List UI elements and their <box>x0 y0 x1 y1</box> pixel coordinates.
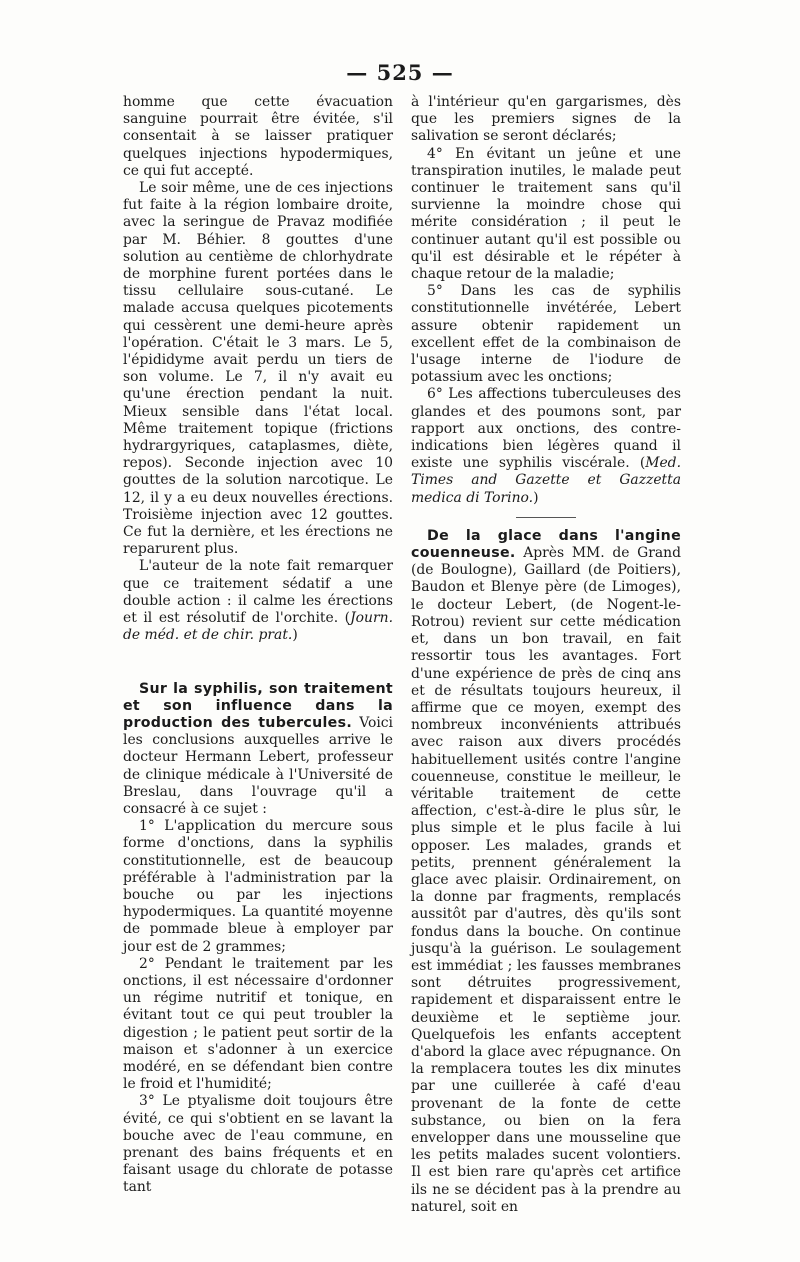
page-number: — 525 — <box>346 60 454 85</box>
paragraph: Le soir même, une de ces injections fut faite à la région lombaire droite, avec la seringue de Pravaz modifiée par M. Béhier. 8 gouttes d'une solution au centième de chlorhydrate de morphine furent portées dans le tissu cellulaire sous-cutané. Le malade accusa quelques picotements qui cessèrent une demi-heure après l'opération. C'était le 3 mars. Le 5, l'épididyme avait perdu un tiers de son volume. Le 7, il n'y avait eu qu'une érection pendant la nuit. Mieux sensible dans l'état local. Même traitement topique (frictions hydrargyriques, cataplasmes, diète, repos). Seconde injection avec 10 gouttes de la solution narcotique. Le 12, il y a eu deux nouvelles érections. Troisième injection avec 12 gouttes. Ce fut la dernière, et les érections ne reparurent plus. <box>123 180 393 558</box>
article-text: Après MM. de Grand (de Boulogne), Gaillard (de Poitiers), Baudon et Blenye père (de Limoges), le docteur Lebert, (de Nogent-le-Rotrou) revient sur cette médication et, dans un bon travail, en fait ressortir tous les avantages. Fort d'une expérience de près de cinq ans et de résultats toujours heureux, il affirme que ce moyen, exempt des nombreux inconvénients attribués avec raison aux divers procédés habituellement usités contre l'angine couenneuse, constitue le meilleur, le véritable traitement de cette affection, c'est-à-dire le plus sûr, le plus simple et le plus facile à lui opposer. Les malades, grands et petits, prennent généralement la glace avec plaisir. Ordinairement, on la donne par fragments, remplacés aussitôt par d'autres, dès qu'ils sont fondus dans la bouche. On continue jusqu'à la guérison. Le soulagement est immédiat ; les fausses membranes sont détruites progressivement, rapidement et disparaissent entre le deuxième et le septième jour. Quelquefois les enfants acceptent d'abord la glace avec répugnance. On la remplacera toutes les dix minutes par une cuillerée à café d'eau provenant de la fonte de cette substance, ou bien on la fera envelopper dans une mousseline que les petits malades sucent volontiers. Il est bien rare qu'après cet artifice ils ne se décident pas à la prendre au naturel, soit en <box>411 545 681 1215</box>
paragraph: 5° Dans les cas de syphilis constitutionnelle invétérée, Lebert assure obtenir rapidement un excellent effet de la combinaison de l'usage interne de l'iodure de potassium avec les onctions; <box>411 283 681 386</box>
paragraph: homme que cette évacuation sanguine pourrait être évitée, s'il consentait à se laisser pratiquer quelques injections hypodermiques, ce qui fut accepté. <box>123 94 393 179</box>
paragraph: 1° L'application du mercure sous forme d'onctions, dans la syphilis constitutionnelle, est de beaucoup préférable à l'administration par la bouche ou par les injections hypodermiques. La quantité moyenne de pommade bleue à employer par jour est de 2 grammes; <box>123 818 393 955</box>
section-spacer <box>123 645 393 681</box>
article-paragraph <box>411 528 681 1216</box>
article-text: Voici les conclusions auxquelles arrive le docteur Hermann Lebert, professeur de clinique médicale à l'Université de Breslau, dans l'ouvrage qu'il a consacré à ce sujet : <box>123 714 393 817</box>
paragraph-with-citation <box>411 386 681 506</box>
paragraph: à l'intérieur qu'en gargarismes, dès que les premiers signes de la salivation se seront déclarés; <box>411 94 681 145</box>
article-paragraph <box>123 681 393 819</box>
paragraph-text: L'auteur de la note fait remarquer que ce traitement sédatif a une double action : il calme les érections et il est résolutif de l'orchite. ( <box>123 558 393 627</box>
separator-rule <box>516 517 576 518</box>
paragraph: 2° Pendant le traitement par les onctions, il est nécessaire d'ordonner un régime nutritif et tonique, en évitant tout ce qui peut troubler la digestion ; le patient peut sortir de la maison et s'adonner à un exercice modéré, en se défendant bien contre le froid et l'humidité; <box>123 955 393 1093</box>
left-column <box>123 94 393 1197</box>
citation: Med. Times and Gazette et Gazzetta medica di Torino. <box>411 455 681 506</box>
citation-close: ) <box>292 627 298 644</box>
paragraph: 3° Le ptyalisme doit toujours être évité, ce qui s'obtient en se lavant la bouche avec de l'eau commune, en prenant des bains fréquents et en faisant usage du chlorate de potasse tant <box>123 1093 393 1196</box>
paragraph: 4° En évitant un jeûne et une transpiration inutiles, le malade peut continuer le traitement sans qu'il survienne la moindre chose qui mérite considération ; il peut le continuer autant qu'il est possible ou qu'il est désirable et le répéter à chaque retour de la maladie; <box>411 145 681 283</box>
paragraph-with-citation <box>123 558 393 644</box>
article-heading: Sur la syphilis, son traitement et son influence dans la production des tubercules. <box>123 680 393 731</box>
paragraph-text: 6° Les affections tuberculeuses des glandes et des poumons sont, par rapport aux onctions, des contre-indications bien légères quand il existe une syphilis viscérale. ( <box>411 386 681 472</box>
article-heading: De la glace dans l'angine couenneuse. <box>411 527 681 562</box>
citation: Journ. de méd. et de chir. prat. <box>123 610 393 644</box>
right-column <box>411 94 681 1216</box>
citation-close: ) <box>533 489 539 506</box>
